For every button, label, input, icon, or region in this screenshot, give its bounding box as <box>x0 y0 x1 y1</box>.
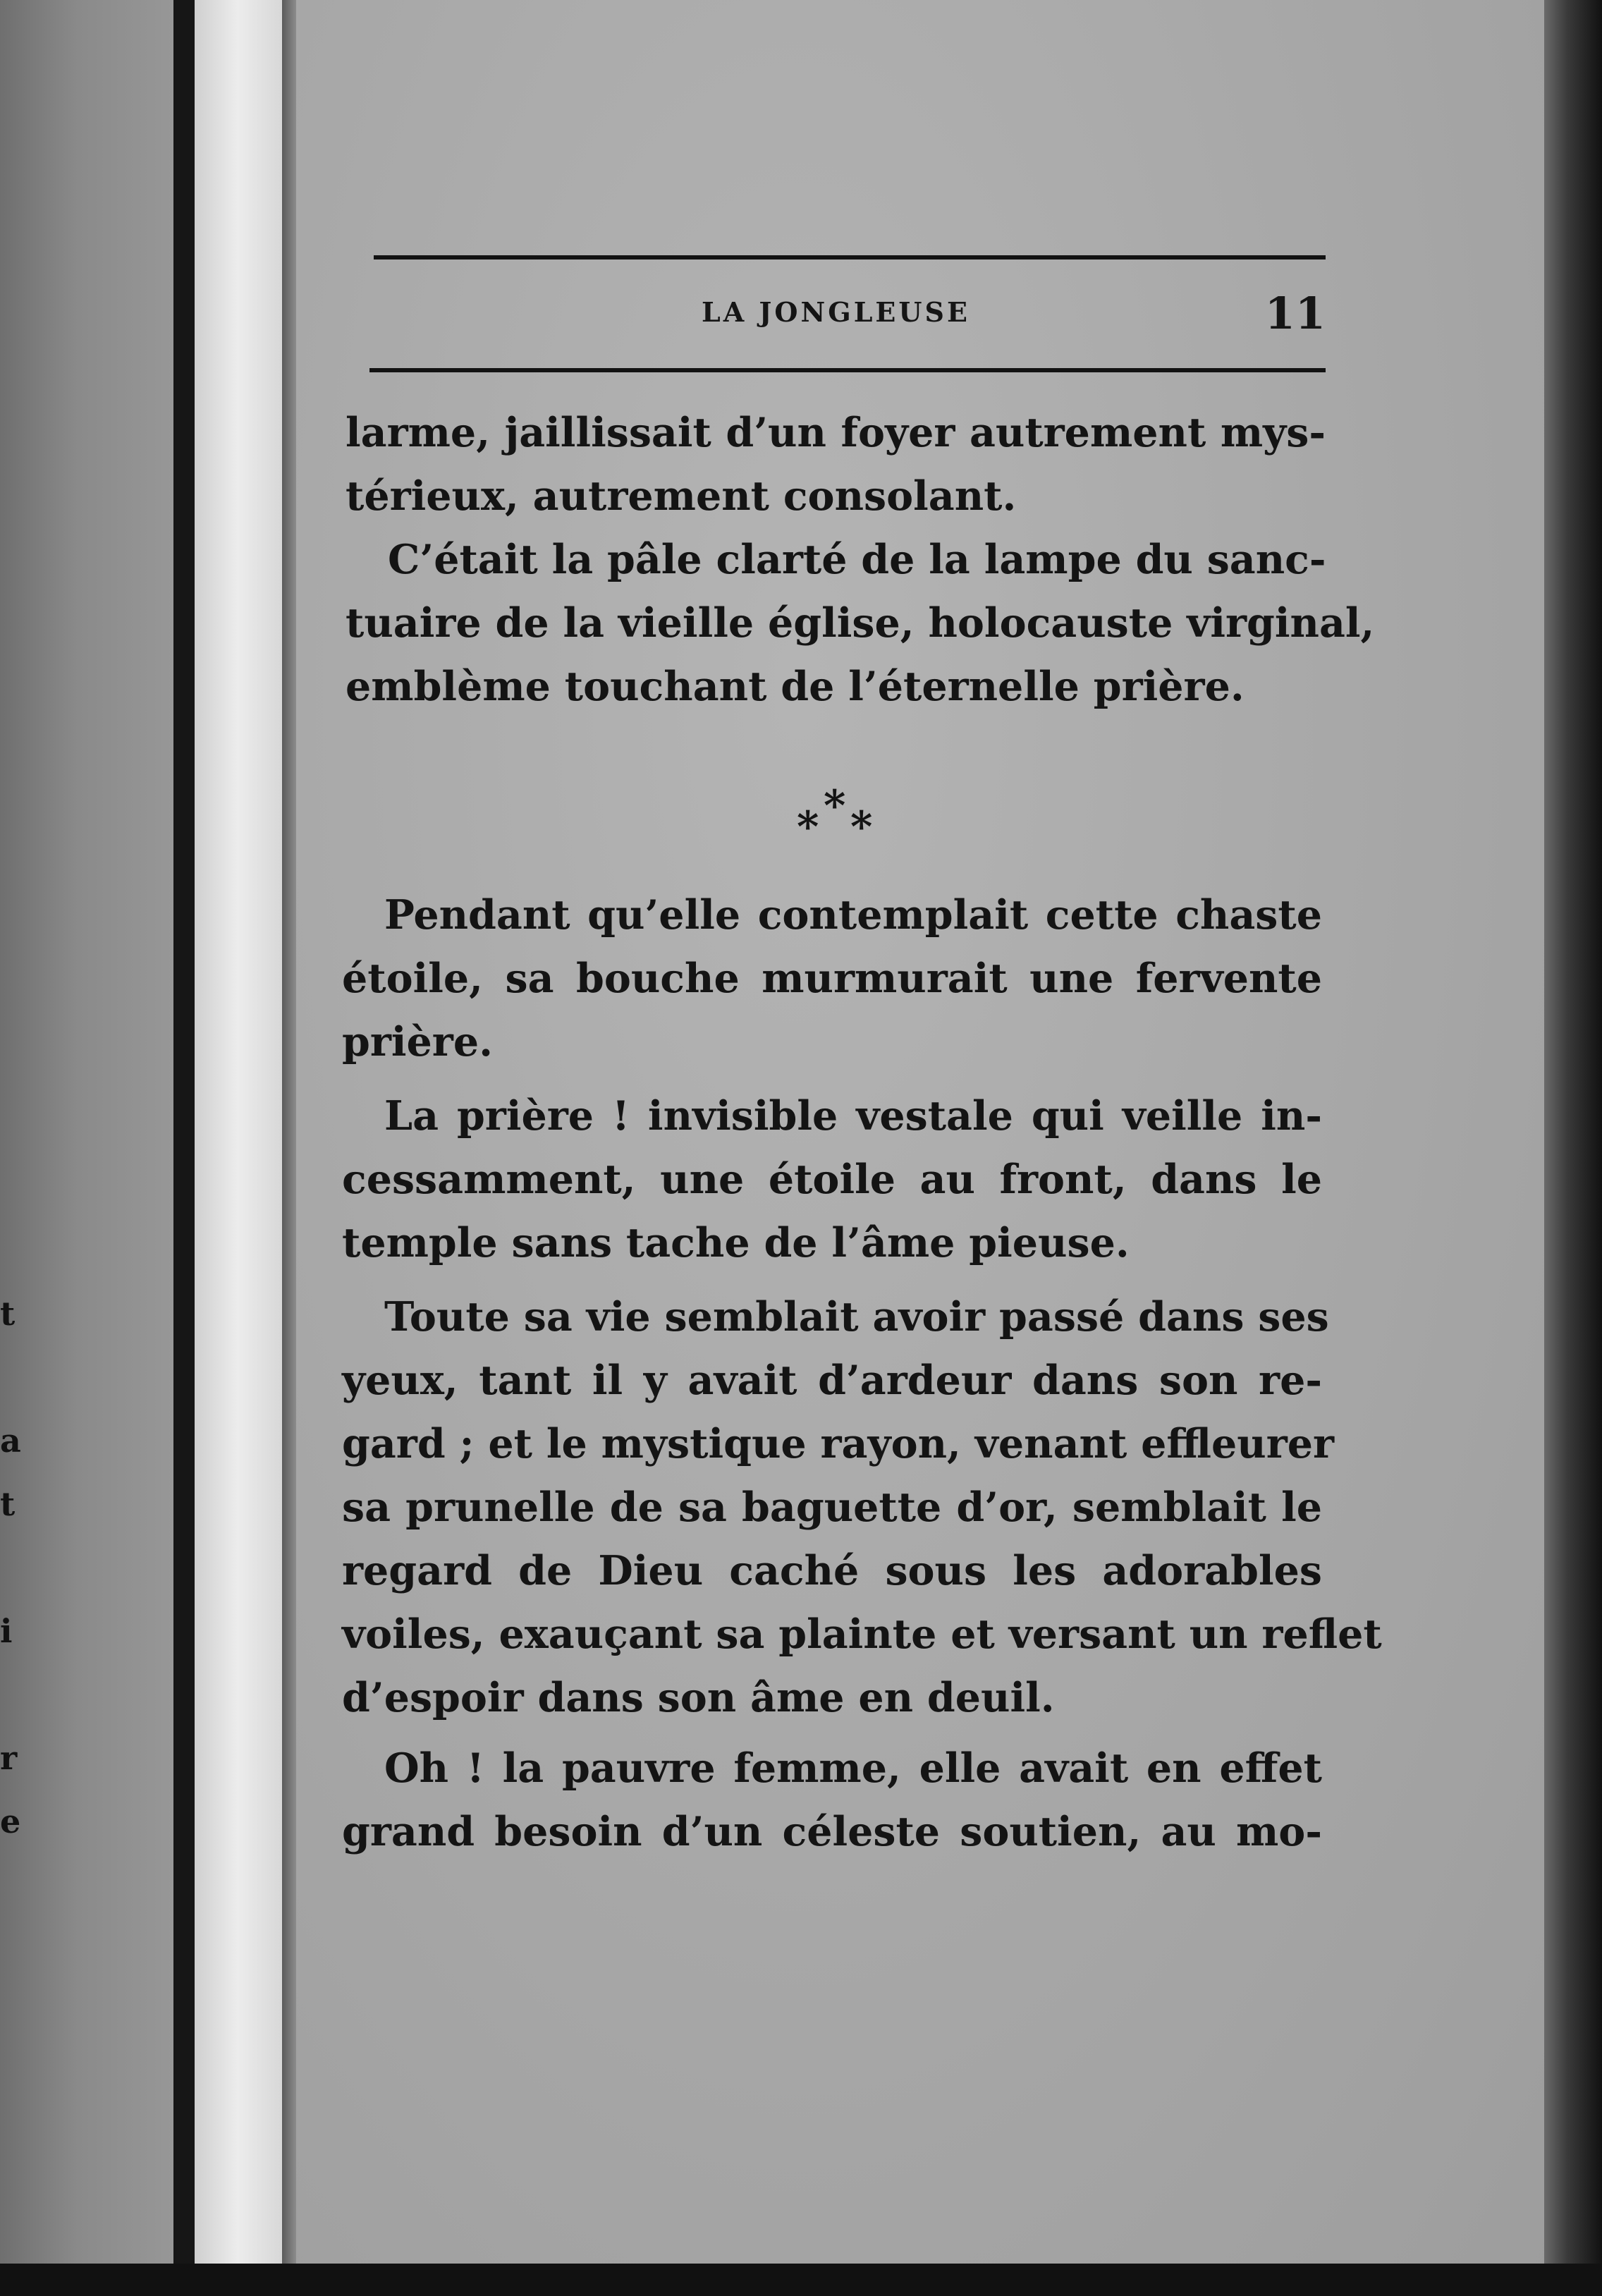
text-line: térieux, autrement consolant. <box>346 472 1017 520</box>
text-line: étoile, sa bouche murmurait une fervente <box>342 955 1322 1002</box>
text-line: temple sans tache de l’âme pieuse. <box>342 1219 1130 1266</box>
page-header <box>374 255 1326 375</box>
asterisk: * <box>824 781 846 831</box>
asterisk: * <box>850 802 873 852</box>
edge-glyph: t <box>0 1485 16 1523</box>
header-rule-bottom <box>369 368 1326 372</box>
text-line: tuaire de la vieille église, holocauste virginal, <box>346 599 1375 647</box>
text-line: Oh ! la pauvre femme, elle avait en effet <box>384 1745 1322 1792</box>
text-line: regard de Dieu caché sous les adorables <box>342 1547 1322 1594</box>
text-line: cessamment, une étoile au front, dans le <box>342 1156 1322 1203</box>
page-number: 11 <box>1264 288 1326 339</box>
text-line: d’espoir dans son âme en deuil. <box>342 1674 1055 1721</box>
edge-glyph: t <box>0 1295 16 1333</box>
text-line: C’était la pâle clarté de la lampe du sanc- <box>388 536 1326 583</box>
page-stack-edge <box>1544 0 1602 2296</box>
left-page-edge-text <box>0 0 28 2296</box>
header-rule-top <box>374 255 1326 259</box>
text-line: Toute sa vie semblait avoir passé dans ses <box>384 1293 1329 1341</box>
edge-glyph: a <box>0 1422 21 1460</box>
edge-glyph: i <box>0 1612 13 1650</box>
scan-bottom-border <box>0 2264 1602 2296</box>
text-line: voiles, exauçant sa plainte et versant un reflet <box>342 1611 1382 1658</box>
text-line: larme, jaillissait d’un foyer autrement mys- <box>346 409 1326 456</box>
text-line: Pendant qu’elle contemplait cette chaste <box>384 891 1322 939</box>
running-title: LA JONGLEUSE <box>702 296 970 328</box>
text-line: prière. <box>342 1018 493 1065</box>
book-binding-gutter <box>173 0 195 2296</box>
text-line: yeux, tant il y avait d’ardeur dans son re- <box>342 1357 1322 1404</box>
edge-glyph: e <box>0 1802 21 1840</box>
text-line: emblème touchant de l’éternelle prière. <box>346 663 1245 710</box>
asterism-separator <box>797 774 881 852</box>
asterisk: * <box>797 802 819 852</box>
left-facing-page <box>0 0 195 2296</box>
page-gutter-margin <box>195 0 290 2296</box>
text-line: grand besoin d’un céleste soutien, au mo- <box>342 1808 1322 1855</box>
text-line: sa prunelle de sa baguette d’or, semblait le <box>342 1484 1322 1531</box>
text-line: La prière ! invisible vestale qui veille in- <box>384 1092 1322 1140</box>
text-line: gard ; et le mystique rayon, venant effleurer <box>342 1420 1335 1467</box>
edge-glyph: r <box>0 1739 18 1777</box>
